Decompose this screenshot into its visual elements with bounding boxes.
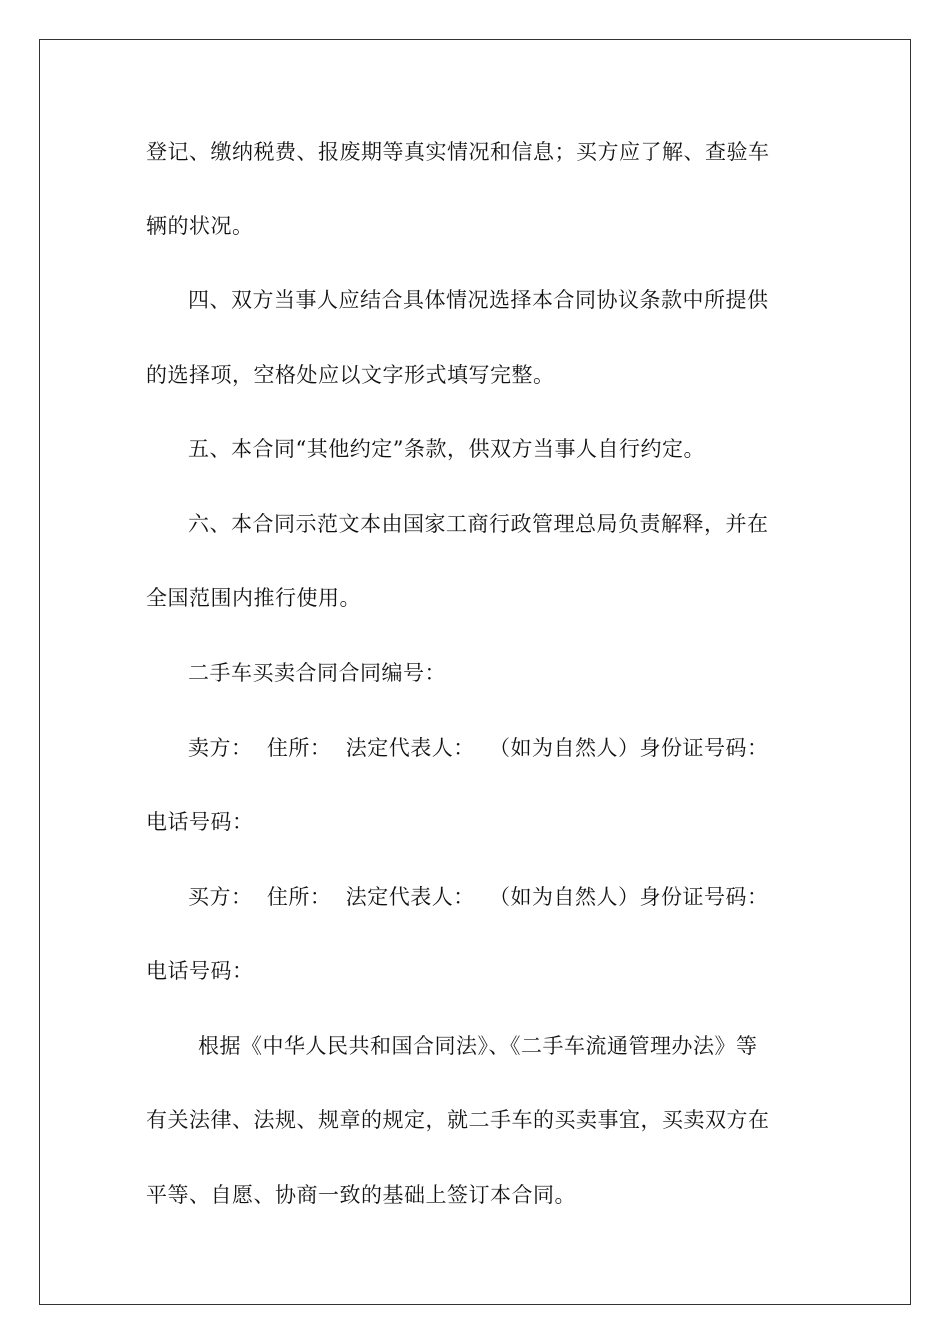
text-line: 登记、缴纳税费、报废期等真实情况和信息；买方应了解、查验车 — [146, 140, 770, 164]
text-line: 有关法律、法规、规章的规定，就二手车的买卖事宜，买卖双方在 — [146, 1108, 770, 1132]
text-line: 买方： 住所： 法定代表人： （如为自然人）身份证号码： — [188, 885, 769, 909]
text-line: 根据《中华人民共和国合同法》、《二手车流通管理办法》等 — [198, 1034, 758, 1058]
text-line: 平等、自愿、协商一致的基础上签订本合同。 — [146, 1183, 576, 1207]
text-line: 四、双方当事人应结合具体情况选择本合同协议条款中所提供 — [188, 288, 769, 312]
text-line: 五、本合同“其他约定”条款，供双方当事人自行约定。 — [188, 437, 705, 461]
text-line: 辆的状况。 — [146, 214, 254, 238]
text-line: 的选择项，空格处应以文字形式填写完整。 — [146, 363, 555, 387]
text-line: 电话号码： — [146, 810, 254, 834]
text-line: 电话号码： — [146, 959, 254, 983]
text-line: 二手车买卖合同合同编号： — [188, 661, 446, 685]
text-line: 卖方： 住所： 法定代表人： （如为自然人）身份证号码： — [188, 736, 769, 760]
text-line: 六、本合同示范文本由国家工商行政管理总局负责解释，并在 — [188, 512, 769, 536]
text-line: 全国范围内推行使用。 — [146, 586, 361, 610]
